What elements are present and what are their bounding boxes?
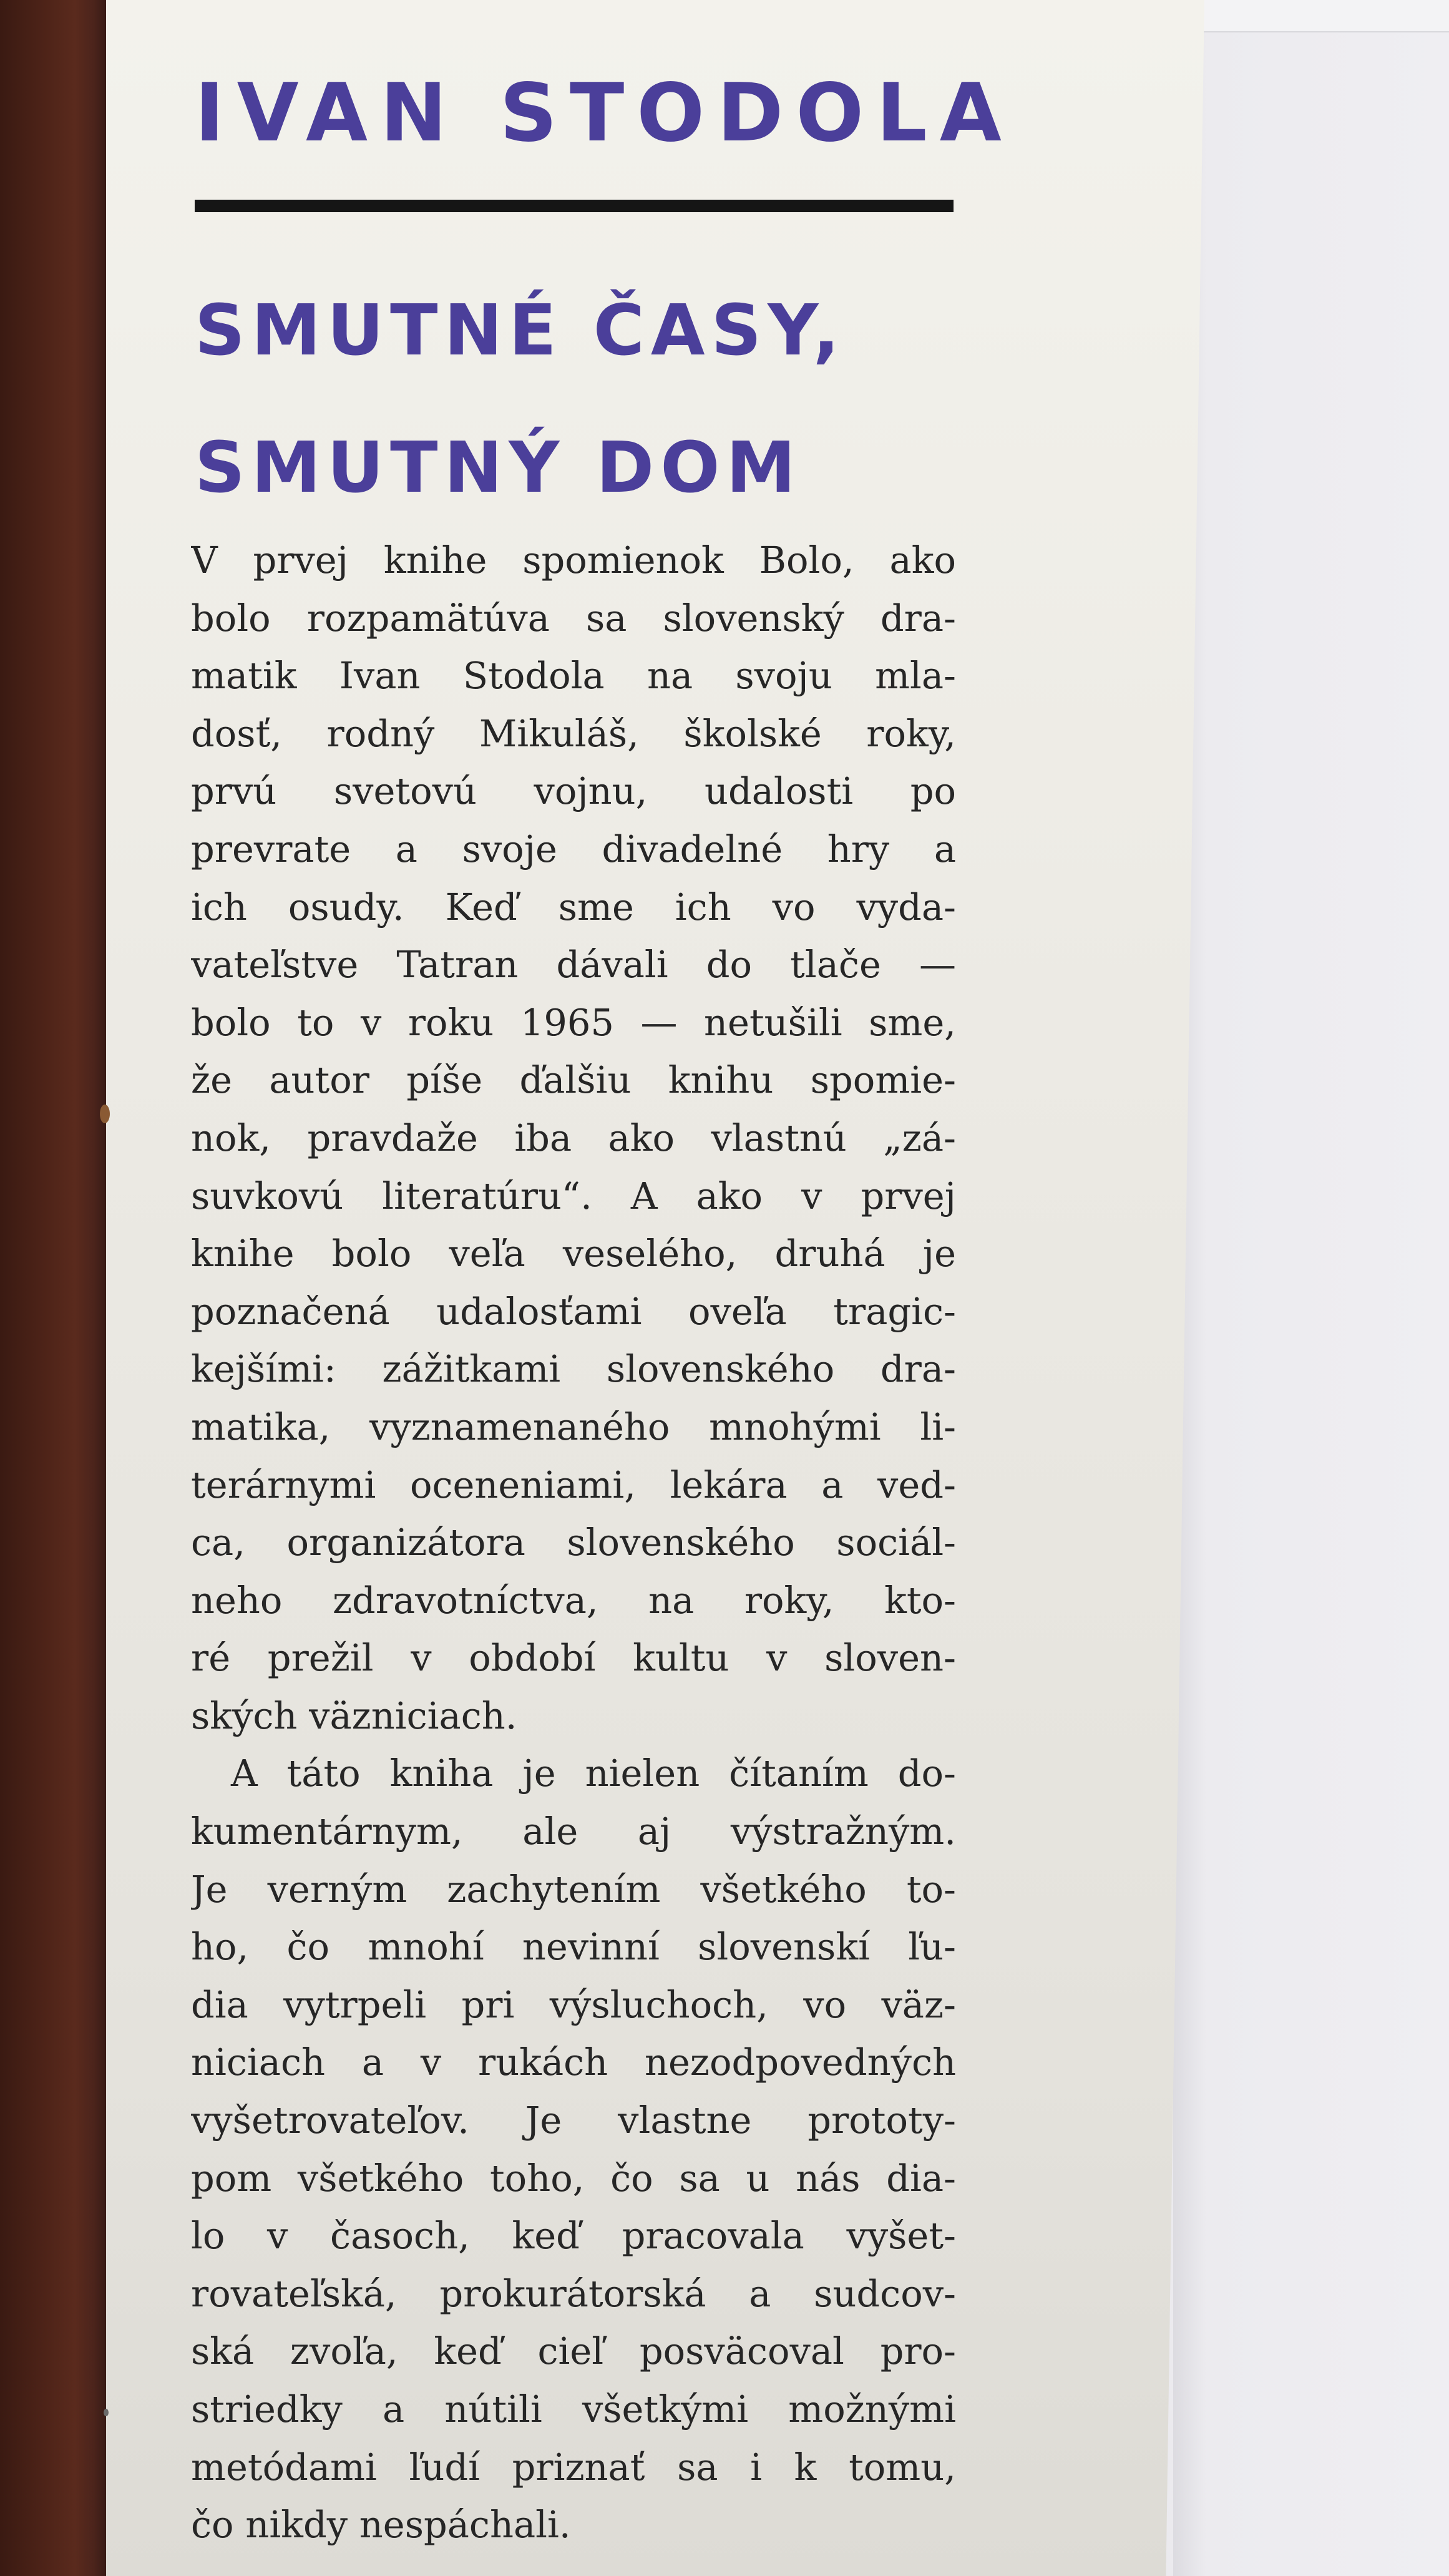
blurb-line: kumentárnym, ale aj výstražným. [191, 1810, 956, 1853]
title-rule [195, 200, 954, 212]
blurb-line: matik Ivan Stodola na svoju mla- [191, 654, 956, 698]
blurb-line: suvkovú literatúru“. A ako v prvej [191, 1174, 956, 1217]
blurb-line: bolo to v roku 1965 — netušili sme, [191, 1000, 956, 1044]
book-title-line-1: SMUTNÉ ČASY, [195, 290, 846, 371]
blurb-line: bolo rozpamätúva sa slovenský dra- [191, 596, 956, 640]
blurb-line: knihe bolo veľa veselého, druhá je [191, 1232, 956, 1276]
blurb-line: Je verným zachytením všetkého to- [191, 1867, 956, 1911]
blurb-line: ca, organizátora slovenského sociál- [191, 1521, 956, 1564]
paper-speck [100, 1105, 110, 1123]
blurb-text [191, 532, 956, 2554]
blurb-line: nok, pravdaže iba ako vlastnú „zá- [191, 1116, 956, 1159]
blurb-line: neho zdravotníctva, na roky, kto- [191, 1578, 956, 1622]
blurb-line: metódami ľudí priznať sa i k tomu, [191, 2445, 956, 2489]
blurb-line: ho, čo mnohí nevinní slovenskí ľu- [191, 1925, 956, 1969]
blurb-line: vateľstve Tatran dávali do tlače — [191, 943, 956, 987]
blurb-line: dosť, rodný Mikuláš, školské roky, [191, 711, 956, 755]
blurb-line: ská zvoľa, keď cieľ posväcoval pro- [191, 2330, 956, 2373]
blurb-line: ských väzniciach. [191, 1694, 517, 1737]
blurb-line: kejšími: zážitkami slovenského dra- [191, 1347, 956, 1391]
back-page-top [1198, 0, 1449, 32]
blurb-line: prvú svetovú vojnu, udalosti po [191, 769, 956, 813]
blurb-line: prevrate a svoje divadelné hry a [191, 827, 956, 871]
blurb-line: striedky a nútili všetkými možnými [191, 2388, 956, 2431]
blurb-line: lo v časoch, keď pracovala vyšet- [191, 2214, 956, 2258]
blurb-line: poznačená udalosťami oveľa tragic- [191, 1289, 956, 1333]
blurb-line: A táto kniha je nielen čítaním do- [231, 1752, 956, 1795]
blurb-line: matika, vyznamenaného mnohými li- [191, 1405, 956, 1448]
book-title [195, 262, 1018, 537]
blurb-line: pom všetkého toho, čo sa u nás dia- [191, 2156, 956, 2200]
blurb-line: ré prežil v období kultu v sloven- [191, 1636, 956, 1680]
blurb-line: vyšetrovateľov. Je vlastne prototy- [191, 2099, 956, 2142]
blurb-line: dia vytrpeli pri výsluchoch, vo väz- [191, 1983, 956, 2026]
blurb-line: ich osudy. Keď sme ich vo vyda- [191, 885, 956, 929]
book-title-line-2: SMUTNÝ DOM [195, 427, 802, 509]
paper-speck [104, 2409, 109, 2416]
blurb-line: V prvej knihe spomienok Bolo, ako [191, 539, 956, 582]
blurb-line: terárnymi oceneniami, lekára a ved- [191, 1463, 956, 1506]
blurb-line: že autor píše ďalšiu knihu spomie- [191, 1058, 956, 1102]
blurb-line: rovateľská, prokurátorská a sudcov- [191, 2271, 956, 2315]
back-page [1173, 0, 1449, 2576]
blurb-line: čo nikdy nespáchali. [191, 2503, 571, 2547]
blurb-line: niciach a v rukách nezodpovedných [191, 2041, 956, 2084]
author-name: IVAN STODOLA [195, 67, 1014, 160]
